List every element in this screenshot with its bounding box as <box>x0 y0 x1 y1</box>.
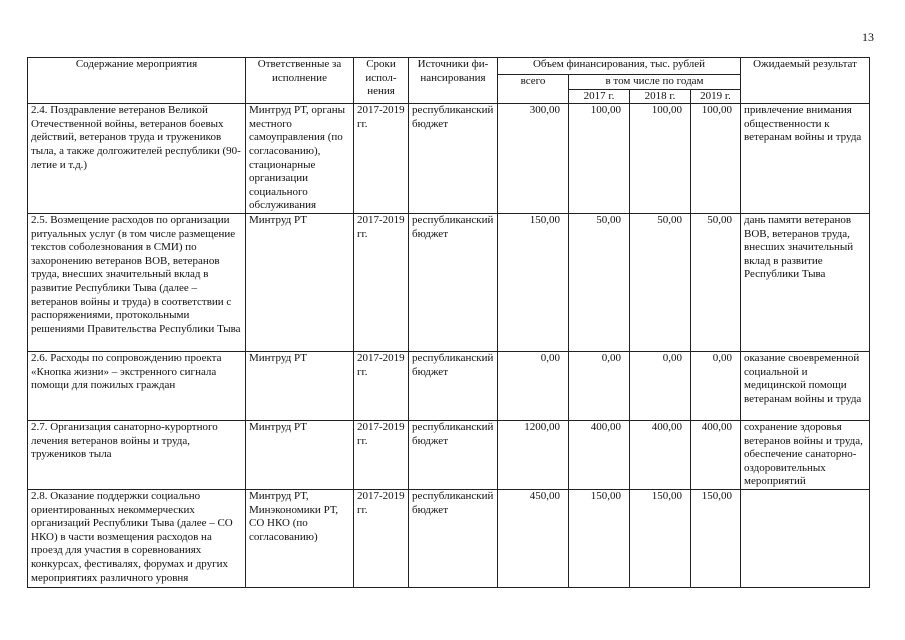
header-by-years: в том числе по годам <box>569 75 741 90</box>
row-terms: 2017-2019 гг. <box>354 351 409 420</box>
header-sources: Источники фи-нансирования <box>409 58 498 104</box>
row-2017: 150,00 <box>569 489 630 587</box>
row-2018: 400,00 <box>630 420 691 489</box>
header-year-2017: 2017 г. <box>569 89 630 104</box>
row-terms: 2017-2019 гг. <box>354 213 409 351</box>
row-2017: 400,00 <box>569 420 630 489</box>
row-2017: 0,00 <box>569 351 630 420</box>
table-row <box>28 489 870 587</box>
row-2019: 400,00 <box>691 420 741 489</box>
row-responsible: Минтруд РТ, Минэкономики РТ, СО НКО (по согласованию) <box>246 489 354 587</box>
row-total: 450,00 <box>498 489 569 587</box>
row-result: оказание своевременной социальной и медицинской помощи ветеранам войны и труда <box>741 351 870 420</box>
row-2018: 100,00 <box>630 104 691 214</box>
row-source: республиканский бюджет <box>409 420 498 489</box>
header-content: Содержание мероприятия <box>28 58 246 104</box>
program-table <box>27 57 870 588</box>
row-2019: 150,00 <box>691 489 741 587</box>
row-2018: 0,00 <box>630 351 691 420</box>
row-terms: 2017-2019 гг. <box>354 489 409 587</box>
row-total: 150,00 <box>498 213 569 351</box>
row-source: республиканский бюджет <box>409 351 498 420</box>
row-result: сохранение здоровья ветеранов войны и труда, обеспечение санаторно-оздоровительных мероприятий <box>741 420 870 489</box>
row-content: 2.7. Организация санаторно-курортного лечения ветеранов войны и труда, тружеников тыла <box>28 420 246 489</box>
row-2017: 100,00 <box>569 104 630 214</box>
row-content: 2.6. Расходы по сопровождению проекта «Кнопка жизни» – экстренного сигнала помощи для пожилых граждан <box>28 351 246 420</box>
header-funding: Объем финансирования, тыс. рублей <box>498 58 741 75</box>
row-result: привлечение внимания общественности к ветеранам войны и труда <box>741 104 870 214</box>
row-terms: 2017-2019 гг. <box>354 104 409 214</box>
table-row <box>28 104 870 214</box>
header-year-2019: 2019 г. <box>691 89 741 104</box>
row-total: 300,00 <box>498 104 569 214</box>
row-terms: 2017-2019 гг. <box>354 420 409 489</box>
row-responsible: Минтруд РТ, органы местного самоуправления (по согласованию), стационарные организации социального обслуживания <box>246 104 354 214</box>
row-2019: 50,00 <box>691 213 741 351</box>
table-row <box>28 351 870 420</box>
table-row <box>28 420 870 489</box>
row-content: 2.4. Поздравление ветеранов Великой Отечественной войны, ветеранов боевых действий, ветеранов труда и тружеников тыла, а также долгожителей республики (90-летие и т.д.) <box>28 104 246 214</box>
row-total: 0,00 <box>498 351 569 420</box>
row-content: 2.5. Возмещение расходов по организации ритуальных услуг (в том числе размещение текстов соболезнования в СМИ) по захоронению ветеранов ВОВ, ветеранов труда, внесших значительный вклад в развитие Республики Тыва (далее – ветеранов войны и труда) в соответствии с распоряжениями, протокольными решениями Правительства Республики Тыва <box>28 213 246 351</box>
header-year-2018: 2018 г. <box>630 89 691 104</box>
row-result <box>741 489 870 587</box>
row-responsible: Минтруд РТ <box>246 213 354 351</box>
row-responsible: Минтруд РТ <box>246 420 354 489</box>
row-source: республиканский бюджет <box>409 104 498 214</box>
table-row <box>28 213 870 351</box>
header-responsible: Ответственные за исполнение <box>246 58 354 104</box>
row-2018: 150,00 <box>630 489 691 587</box>
header-result: Ожидаемый результат <box>741 58 870 104</box>
row-source: республиканский бюджет <box>409 213 498 351</box>
row-2018: 50,00 <box>630 213 691 351</box>
page-number: 13 <box>862 30 874 44</box>
row-result: дань памяти ветеранов ВОВ, ветеранов труда, внесших значительный вклад в развитие Республики Тыва <box>741 213 870 351</box>
header-total: всего <box>498 75 569 104</box>
row-2019: 100,00 <box>691 104 741 214</box>
row-total: 1200,00 <box>498 420 569 489</box>
row-responsible: Минтруд РТ <box>246 351 354 420</box>
row-2017: 50,00 <box>569 213 630 351</box>
header-terms: Сроки испол-нения <box>354 58 409 104</box>
row-content: 2.8. Оказание поддержки социально ориентированных некоммерческих организаций Республики Тыва (далее – СО НКО) в части возмещения расходов на проезд для участия в соревнованиях конкурсах, фестивалях, форумах и других мероприятиях различного уровня <box>28 489 246 587</box>
row-2019: 0,00 <box>691 351 741 420</box>
row-source: республиканский бюджет <box>409 489 498 587</box>
